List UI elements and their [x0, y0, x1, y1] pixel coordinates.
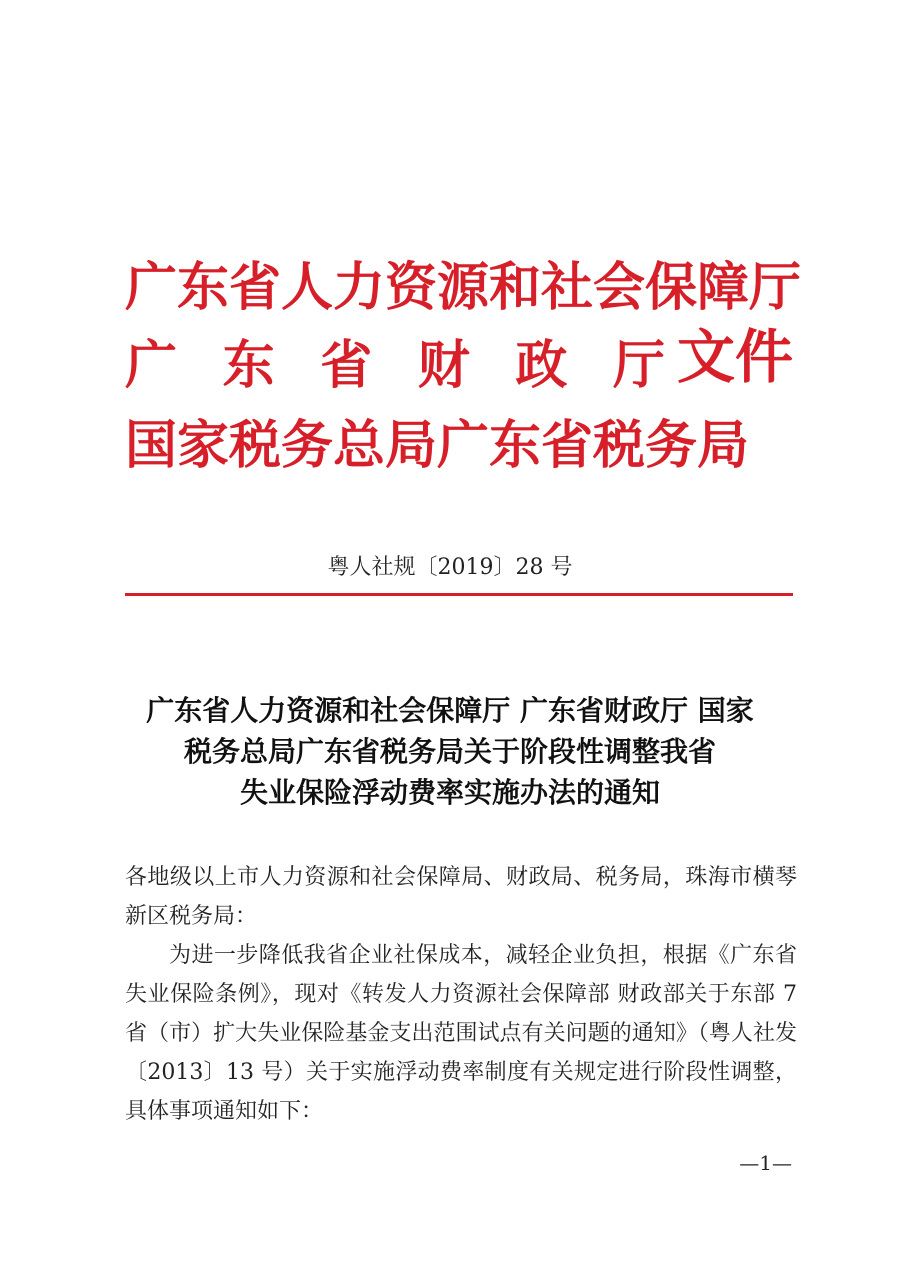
title-line: 税务总局广东省税务局关于阶段性调整我省	[183, 735, 716, 768]
issuer-finance-char: 广	[125, 336, 178, 396]
document-number: 粤人社规〔2019〕28 号	[327, 555, 573, 580]
file-word: 文件	[677, 323, 794, 391]
issuer-finance-char: 东	[222, 336, 275, 396]
issuer-tax: 国家税务总局广东省税务局	[125, 416, 750, 476]
red-divider	[125, 593, 793, 596]
title-line: 广东省人力资源和社会保障厅 广东省财政厅 国家	[146, 694, 754, 727]
red-header	[125, 250, 805, 485]
document-title	[100, 690, 800, 813]
issuer-finance-char: 省	[320, 336, 373, 396]
title-line: 失业保险浮动费率实施办法的通知	[239, 776, 660, 809]
issuer-finance	[125, 336, 665, 396]
issuer-finance-char: 政	[515, 336, 568, 396]
document-body	[125, 858, 797, 1131]
issuer-hrss: 广东省人力资源和社会保障厅	[125, 258, 802, 318]
body-paragraph: 为进一步降低我省企业社保成本，减轻企业负担，根据《广东省失业保险条例》，现对《转发人力资源社会保障部 财政部关于东部 7 省（市）扩大失业保险基金支出范围试点有关问题的通知》（粤人社发〔2013〕13 号）关于实施浮动费率制度有关规定进行阶段性调整，具体事项通知如下：	[125, 943, 797, 1124]
issuer-finance-char: 财	[417, 336, 470, 396]
page-number: —1—	[739, 1151, 792, 1175]
issuer-finance-char: 厅	[612, 336, 665, 396]
salutation: 各地级以上市人力资源和社会保障局、财政局、税务局，珠海市横琴新区税务局：	[125, 865, 797, 929]
